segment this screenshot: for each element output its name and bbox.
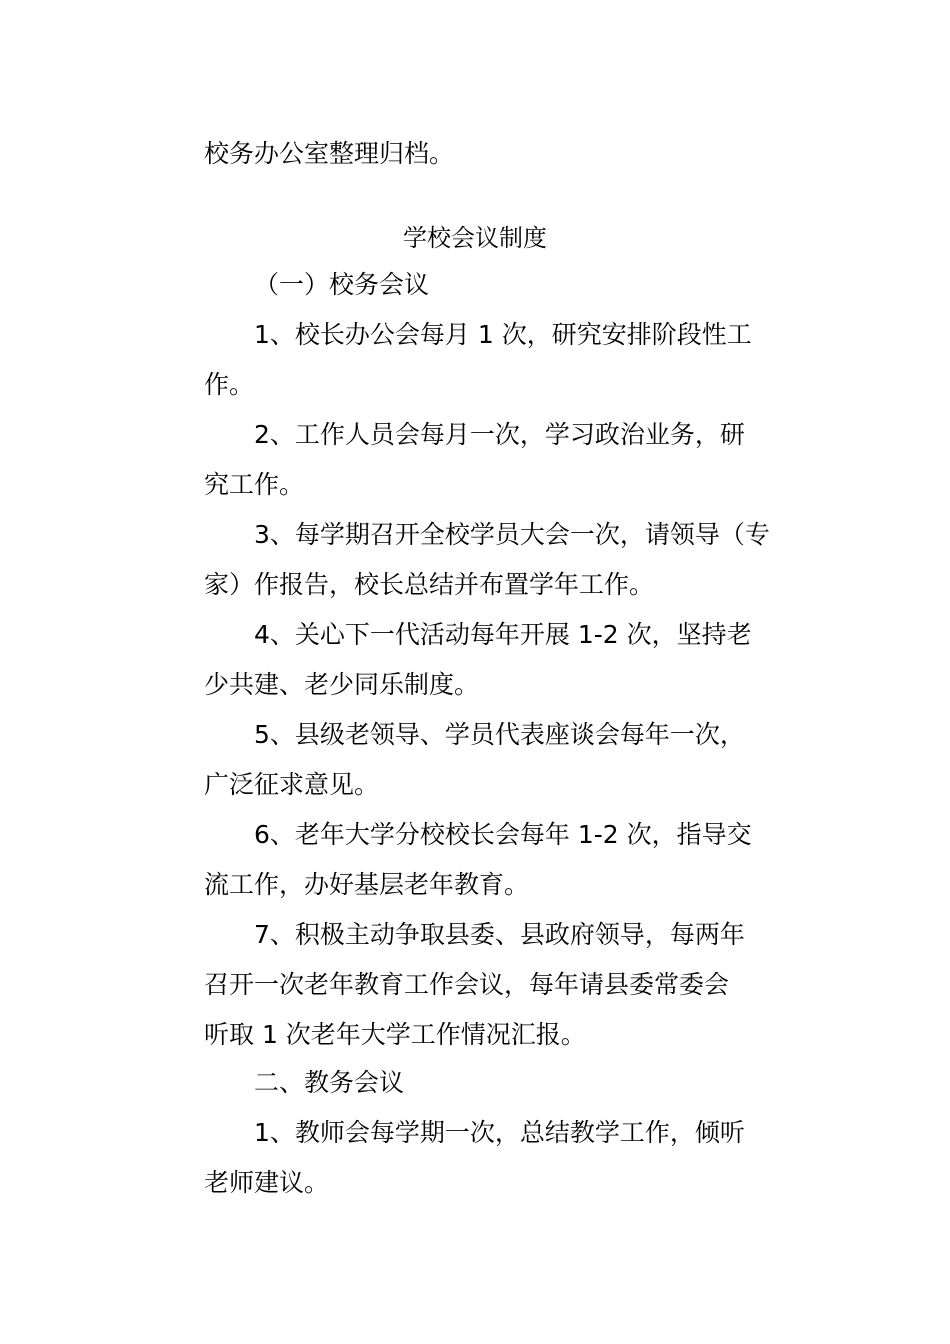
text-line: 作。 <box>204 370 255 399</box>
text-line: 6、老年大学分校校长会每年 1-2 次，指导交 <box>254 820 752 849</box>
text-line: 5、县级老领导、学员代表座谈会每年一次， <box>254 720 745 749</box>
text-line-archive: 校务办公室整理归档。 <box>204 139 455 168</box>
document-title: 学校会议制度 <box>403 224 547 252</box>
text-line: 7、积极主动争取县委、县政府领导，每两年 <box>254 920 745 949</box>
section-heading-2: 二、教务会议 <box>254 1068 405 1097</box>
text-line: 1、教师会每学期一次，总结教学工作，倾听 <box>254 1118 745 1147</box>
text-line: 3、每学期召开全校学员大会一次，请领导（专 <box>254 520 770 549</box>
text-line: 1、校长办公会每月 1 次，研究安排阶段性工 <box>254 320 752 349</box>
text-line: 少共建、老少同乐制度。 <box>204 670 480 699</box>
text-line: 4、关心下一代活动每年开展 1-2 次，坚持老 <box>254 620 752 649</box>
text-line: 究工作。 <box>204 470 305 499</box>
text-line: 家）作报告，校长总结并布置学年工作。 <box>204 570 655 599</box>
section-heading-1: （一）校务会议 <box>254 270 430 299</box>
text-line: 2、工作人员会每月一次，学习政治业务，研 <box>254 420 745 449</box>
text-line: 召开一次老年教育工作会议，每年请县委常委会 <box>204 970 730 999</box>
text-line: 老师建议。 <box>204 1168 330 1197</box>
text-line: 广泛征求意见。 <box>204 770 380 799</box>
text-line: 听取 1 次老年大学工作情况汇报。 <box>204 1020 586 1049</box>
text-line: 流工作，办好基层老年教育。 <box>204 870 530 899</box>
